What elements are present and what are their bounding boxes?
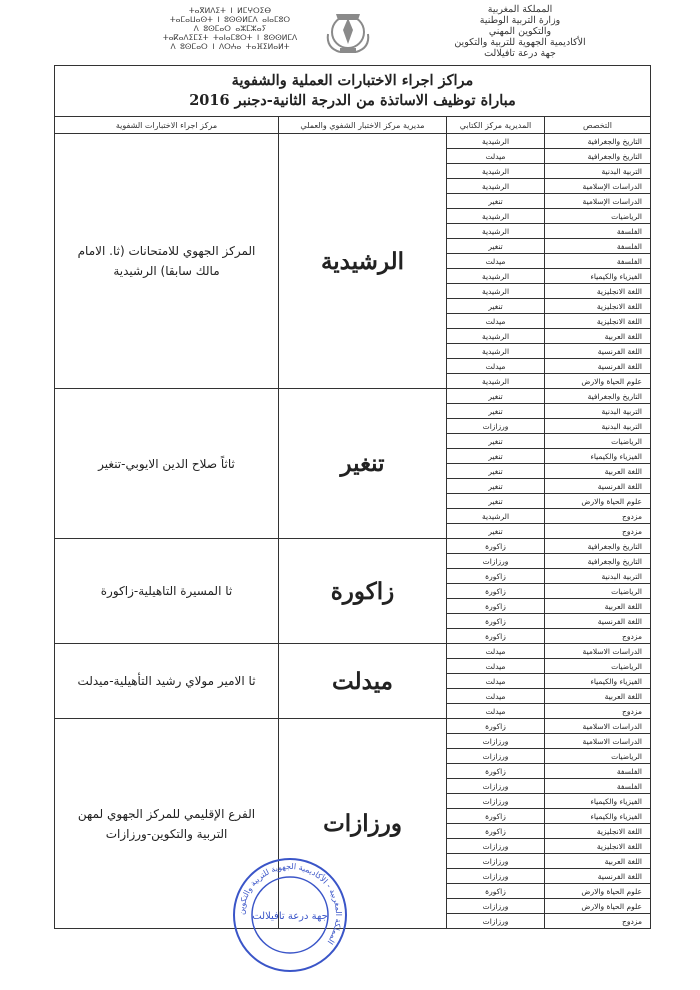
written-directorate-cell: ورزازات	[447, 554, 545, 569]
letterhead-arabic	[380, 4, 660, 59]
title-line-1: مراكز اجراء الاختبارات العملية والشفوية	[231, 72, 474, 89]
specialty-cell: مزدوج	[545, 629, 651, 644]
written-directorate-cell: تنغير	[447, 479, 545, 494]
exam-center-name: ثا الامير مولاي رشيد التأهيلية-ميدلت	[55, 644, 279, 719]
written-directorate-cell: تنغير	[447, 434, 545, 449]
written-directorate-cell: ميدلت	[447, 704, 545, 719]
written-directorate-cell: تنغير	[447, 404, 545, 419]
written-directorate-cell: الرشيدية	[447, 224, 545, 239]
specialty-cell: مزدوج	[545, 509, 651, 524]
written-directorate-cell: ميدلت	[447, 689, 545, 704]
specialty-cell: الفلسفة	[545, 224, 651, 239]
specialty-cell: التربية البدنية	[545, 164, 651, 179]
written-directorate-cell: ميدلت	[447, 644, 545, 659]
specialty-cell: اللغة الفرنسية	[545, 869, 651, 884]
column-headers	[55, 117, 651, 134]
letterhead-line: ⵜⴰⴳⵍⴷⵉⵜ ⵏ ⵍⵎⵖⵔⵉⴱ	[188, 6, 272, 15]
specialty-cell: علوم الحياة والارض	[545, 374, 651, 389]
specialty-cell: الفيزياء والكيمياء	[545, 449, 651, 464]
specialty-cell: اللغة الانجليزية	[545, 824, 651, 839]
specialty-cell: اللغة العربية	[545, 599, 651, 614]
official-stamp	[230, 855, 350, 975]
written-directorate-cell: ميدلت	[447, 674, 545, 689]
specialty-cell: اللغة الانجليزية	[545, 314, 651, 329]
specialty-cell: التربية البدنية	[545, 419, 651, 434]
written-directorate-cell: ورزازات	[447, 839, 545, 854]
written-directorate-cell: زاكورة	[447, 809, 545, 824]
written-directorate-cell: ورزازات	[447, 749, 545, 764]
letterhead-line: والتكوين المهني	[488, 26, 552, 37]
table-row	[55, 134, 651, 149]
written-directorate-cell: زاكورة	[447, 584, 545, 599]
specialty-cell: التاريخ والجغرافية	[545, 389, 651, 404]
written-directorate-cell: تنغير	[447, 524, 545, 539]
coat-of-arms-icon	[322, 4, 374, 56]
written-directorate-cell: زاكورة	[447, 824, 545, 839]
oral-directorate-name: ورزازات	[279, 719, 447, 929]
written-directorate-cell: ميدلت	[447, 659, 545, 674]
specialty-cell: الدراسات الاسلامية	[545, 734, 651, 749]
specialty-cell: التاريخ والجغرافية	[545, 149, 651, 164]
specialty-cell: التربية البدنية	[545, 404, 651, 419]
specialty-cell: اللغة الفرنسية	[545, 344, 651, 359]
document-title	[55, 66, 651, 117]
specialty-cell: الفيزياء والكيمياء	[545, 674, 651, 689]
letterhead-line: ⴷ ⵓⵙⵎⴰⵔ ⴰⵣⵎⵣⴰⵢ	[193, 24, 267, 33]
letterhead-line: المملكة المغربية	[487, 4, 553, 15]
specialty-cell: اللغة العربية	[545, 689, 651, 704]
specialty-cell: الدراسات الاسلامية	[545, 644, 651, 659]
written-directorate-cell: تنغير	[447, 239, 545, 254]
specialty-cell: الرياضيات	[545, 209, 651, 224]
written-directorate-cell: الرشيدية	[447, 329, 545, 344]
specialty-cell: الفلسفة	[545, 779, 651, 794]
written-directorate-cell: تنغير	[447, 464, 545, 479]
written-directorate-cell: زاكورة	[447, 614, 545, 629]
written-directorate-cell: ميدلت	[447, 254, 545, 269]
specialty-cell: الفلسفة	[545, 239, 651, 254]
specialty-cell: الدراسات الإسلامية	[545, 194, 651, 209]
letterhead-line: ⴷ ⵓⵙⵎⴰⵔ ⵏ ⴷⵔⵄⴰ ⵜⴰⴼⵉⵍⴰⵍⵜ	[170, 42, 290, 51]
specialty-cell: الفيزياء والكيمياء	[545, 794, 651, 809]
written-directorate-cell: الرشيدية	[447, 344, 545, 359]
written-directorate-cell: تنغير	[447, 194, 545, 209]
letterhead-line: ⵜⴰⵎⴰⵡⴰⵙⵜ ⵏ ⵓⵙⵙⵍⵎⴷ ⴰⵏⴰⵎⵓⵔ	[169, 15, 291, 24]
written-directorate-cell: ورزازات	[447, 869, 545, 884]
exam-center-name: المركز الجهوي للامتحانات (ثا. الامام مالك سابقا) الرشيدية	[55, 134, 279, 389]
specialty-cell: علوم الحياة والارض	[545, 494, 651, 509]
specialty-cell: اللغة الفرنسية	[545, 479, 651, 494]
specialty-cell: اللغة العربية	[545, 854, 651, 869]
specialty-cell: اللغة الانجليزية	[545, 299, 651, 314]
oral-directorate-name: زاكورة	[279, 539, 447, 644]
written-directorate-cell: الرشيدية	[447, 374, 545, 389]
written-directorate-cell: تنغير	[447, 389, 545, 404]
specialty-cell: الرياضيات	[545, 434, 651, 449]
stamp-inner-text: جهة درعة تافيلالت	[252, 911, 328, 922]
table-row	[55, 719, 651, 734]
written-directorate-cell: زاكورة	[447, 629, 545, 644]
table-row	[55, 389, 651, 404]
specialty-cell: التربية البدنية	[545, 569, 651, 584]
col-specialty-header: التخصص	[545, 117, 651, 134]
specialty-cell: الرياضيات	[545, 659, 651, 674]
col-oral-dir-header: مديرية مركز الاختبار الشفوي والعملي	[279, 117, 447, 134]
written-directorate-cell: ورزازات	[447, 419, 545, 434]
written-directorate-cell: زاكورة	[447, 539, 545, 554]
letterhead-tifinagh	[150, 6, 310, 51]
written-directorate-cell: ورزازات	[447, 899, 545, 914]
specialty-cell: اللغة الفرنسية	[545, 359, 651, 374]
specialty-cell: الفلسفة	[545, 764, 651, 779]
specialty-cell: التاريخ والجغرافية	[545, 539, 651, 554]
written-directorate-cell: ميدلت	[447, 359, 545, 374]
table-row	[55, 644, 651, 659]
specialty-cell: علوم الحياة والارض	[545, 899, 651, 914]
specialty-cell: الفلسفة	[545, 254, 651, 269]
col-written-dir-header: المديرية مركز الكتابي	[447, 117, 545, 134]
exam-center-name: الفرع الإقليمي للمركز الجهوي لمهن التربية والتكوين-ورزازات	[55, 719, 279, 929]
specialty-cell: اللغة الانجليزية	[545, 284, 651, 299]
written-directorate-cell: ميدلت	[447, 314, 545, 329]
written-directorate-cell: الرشيدية	[447, 134, 545, 149]
written-directorate-cell: زاكورة	[447, 884, 545, 899]
oral-directorate-name: ميدلت	[279, 644, 447, 719]
letterhead-line: جهة درعة تافيلالت	[484, 48, 556, 59]
specialty-cell: الفيزياء والكيمياء	[545, 809, 651, 824]
specialty-cell: اللغة العربية	[545, 464, 651, 479]
written-directorate-cell: الرشيدية	[447, 284, 545, 299]
stamp-ring-text: المملكة المغربية - الأكاديمية الجهوية للتربية والتكوين	[236, 861, 344, 946]
specialty-cell: التاريخ والجغرافية	[545, 554, 651, 569]
col-center-header: مركز اجراء الاختبارات الشفوية	[55, 117, 279, 134]
specialty-cell: مزدوج	[545, 524, 651, 539]
specialty-cell: الدراسات الإسلامية	[545, 179, 651, 194]
letterhead-line: الأكاديمية الجهوية للتربية والتكوين	[454, 37, 586, 48]
letterhead-line: ⵜⴰⴽⴰⴷⵉⵎⵉⵜ ⵜⴰⵏⴰⵎⵓⵔⵜ ⵏ ⵓⵙⵙⵍⵎⴷ	[162, 33, 298, 42]
specialty-cell: اللغة العربية	[545, 329, 651, 344]
written-directorate-cell: تنغير	[447, 299, 545, 314]
written-directorate-cell: زاكورة	[447, 599, 545, 614]
written-directorate-cell: تنغير	[447, 494, 545, 509]
specialty-cell: الفيزياء والكيمياء	[545, 269, 651, 284]
title-row	[55, 66, 651, 117]
written-directorate-cell: ورزازات	[447, 734, 545, 749]
written-directorate-cell: الرشيدية	[447, 269, 545, 284]
specialty-cell: الرياضيات	[545, 749, 651, 764]
specialty-cell: اللغة الفرنسية	[545, 614, 651, 629]
letterhead-line: وزارة التربية الوطنية	[479, 15, 561, 26]
written-directorate-cell: ورزازات	[447, 854, 545, 869]
exam-center-name: ثاثاً صلاح الدين الايوبي-تنغير	[55, 389, 279, 539]
specialty-cell: الرياضيات	[545, 584, 651, 599]
specialty-cell: مزدوج	[545, 914, 651, 929]
written-directorate-cell: ورزازات	[447, 914, 545, 929]
written-directorate-cell: زاكورة	[447, 719, 545, 734]
written-directorate-cell: ورزازات	[447, 794, 545, 809]
written-directorate-cell: زاكورة	[447, 569, 545, 584]
written-directorate-cell: الرشيدية	[447, 509, 545, 524]
table-row	[55, 539, 651, 554]
written-directorate-cell: الرشيدية	[447, 164, 545, 179]
letterhead	[0, 0, 700, 62]
written-directorate-cell: الرشيدية	[447, 179, 545, 194]
oral-directorate-name: الرشيدية	[279, 134, 447, 389]
written-directorate-cell: تنغير	[447, 449, 545, 464]
specialty-cell: الدراسات الاسلامية	[545, 719, 651, 734]
specialty-cell: مزدوج	[545, 704, 651, 719]
oral-directorate-name: تنغير	[279, 389, 447, 539]
specialty-cell: علوم الحياة والارض	[545, 884, 651, 899]
written-directorate-cell: ورزازات	[447, 779, 545, 794]
specialty-cell: اللغة الانجليزية	[545, 839, 651, 854]
written-directorate-cell: الرشيدية	[447, 209, 545, 224]
title-line-2: مباراة توظيف الاساتذة من الدرجة الثانية-دجنبر 2016	[189, 92, 516, 109]
specialty-cell: التاريخ والجغرافية	[545, 134, 651, 149]
centers-table	[54, 65, 651, 929]
exam-center-name: ثا المسيرة التاهيلية-زاكورة	[55, 539, 279, 644]
written-directorate-cell: زاكورة	[447, 764, 545, 779]
written-directorate-cell: ميدلت	[447, 149, 545, 164]
